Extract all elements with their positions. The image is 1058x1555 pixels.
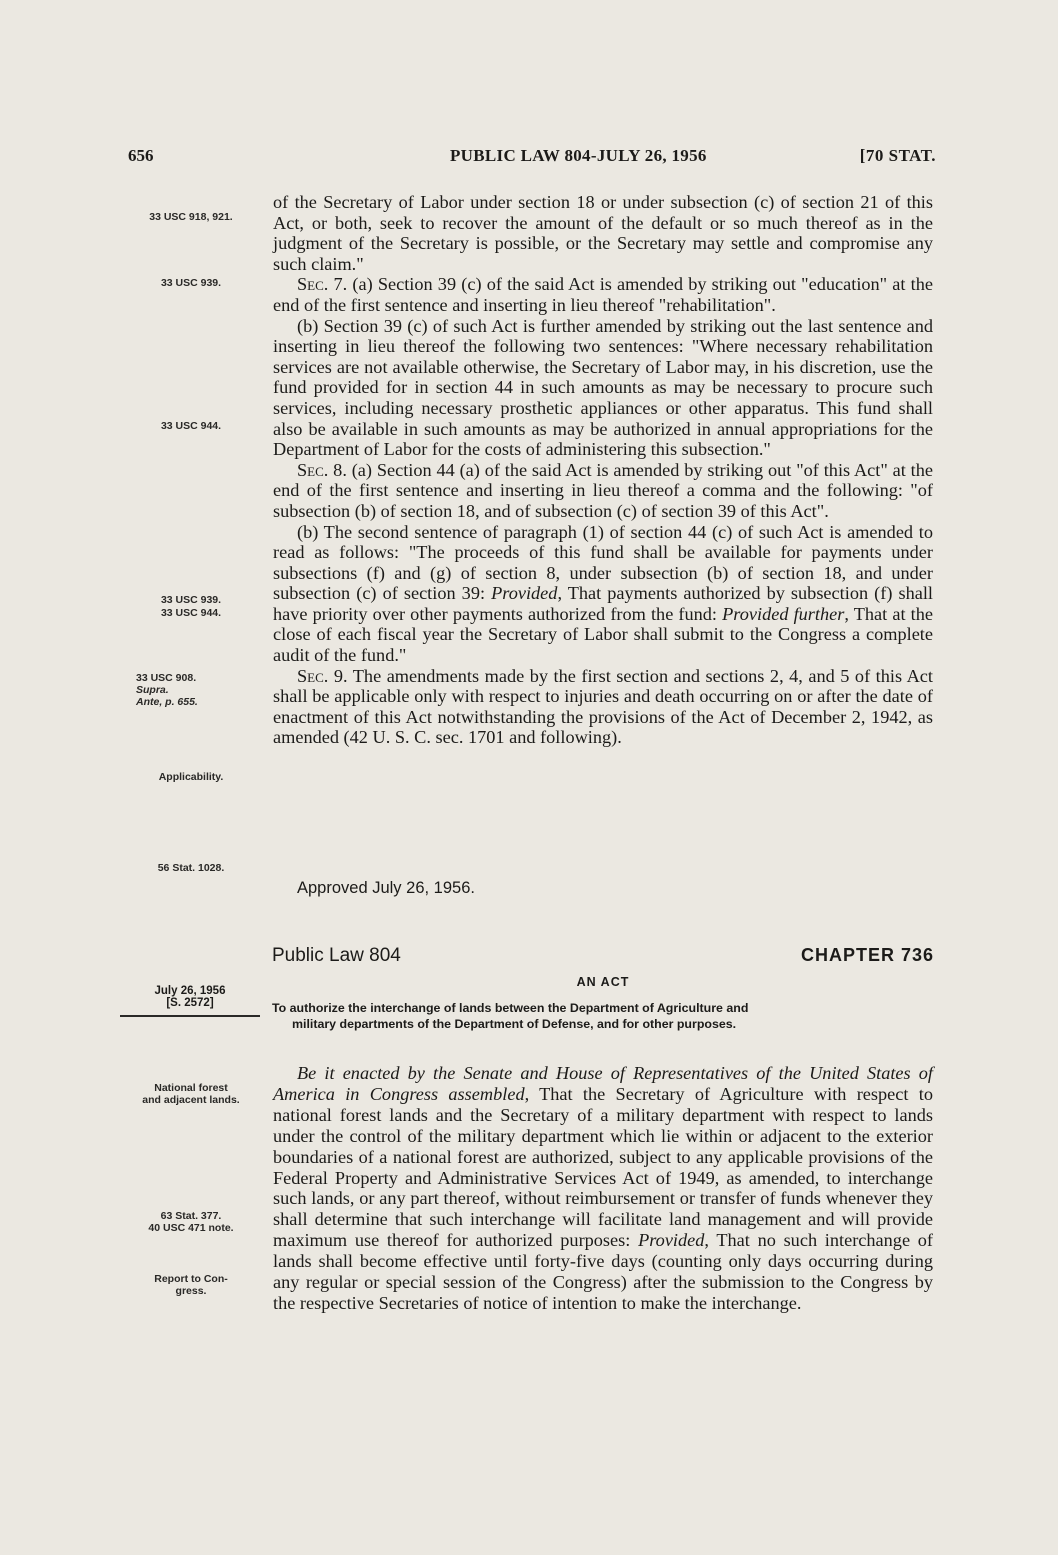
margin-note: National forest <box>154 1082 228 1094</box>
margin-note: 33 USC 939. <box>160 277 222 289</box>
enacting-formula: Be it enacted by the Senate and House of Representatives of the United States of America in Congress assembled <box>273 1063 933 1104</box>
margin-note-group <box>136 672 288 708</box>
section-text: (a) Section 44 (a) of the said Act is amended by striking out "of this Act" at the end of the first sentence and inserting in lieu thereof a comma and the following: "of subsection (b) of section 18, and of subsection (c) of section 39 of this Act". <box>273 459 933 521</box>
law-heading <box>272 945 934 971</box>
section-8a <box>273 460 933 522</box>
main-text <box>273 192 933 748</box>
section-text: The amendments made by the first section and sections 2, 4, and 5 of this Act shall be applicable only with respect to injuries and death occurring on or after the date of enactment of this Act notwithstanding the provisions of the Act of December 2, 1942, as amended (42 U. S. C. sec. 1701 and following). <box>273 665 933 748</box>
enactment-date-note <box>120 985 260 1009</box>
margin-note <box>136 696 288 708</box>
margin-note: 33 USC 939. <box>160 594 222 606</box>
section-label: Sec. 7. <box>297 274 348 295</box>
date-rule <box>120 1015 260 1017</box>
section-label: Sec. 9. <box>297 665 348 686</box>
approval-date: Approved July 26, 1956. <box>297 879 475 897</box>
margin-note: and adjacent lands. <box>142 1094 240 1106</box>
statute-volume: [70 STAT. <box>859 146 936 165</box>
purpose-line: To authorize the interchange of lands between the Department of Agriculture and <box>272 1001 749 1015</box>
act-purpose <box>272 1000 940 1032</box>
enacting-text: , That no such interchange of lands shall become effective until forty-five days (counting only days occurring during any regular or special session of the Congress) after the submission to the Congress by the respective Secretaries of notice of intention to make the interchange. <box>273 1230 933 1313</box>
an-act-heading: AN ACT <box>576 975 630 989</box>
chapter-number: CHAPTER 736 <box>800 945 934 965</box>
running-title: PUBLIC LAW 804-JULY 26, 1956 <box>450 146 707 165</box>
margin-note: Supra. <box>136 684 169 696</box>
margin-note: 63 Stat. 377. <box>160 1210 222 1222</box>
margin-note-group <box>115 1082 267 1106</box>
margin-note-group <box>115 1273 267 1297</box>
margin-note: 33 USC 944. <box>160 607 222 619</box>
margin-note: 33 USC 918, 921. <box>149 211 233 223</box>
margin-note-group <box>115 1210 267 1234</box>
section-7b: (b) Section 39 (c) of such Act is further amended by striking out the last sentence and inserting in lieu thereof the following two sentences: "Where necessary rehabilitation services are not available otherwise, the Secretary of Labor may, in his discretion, use the fund provided for in section 44 in such amounts as may be necessary to procure such services, including necessary prosthetic appliances or other apparatus. This fund shall also be available in such amounts as may be authorized in annual appropriations for the Department of Labor for the costs of administering this subsection." <box>273 315 933 460</box>
proviso: Provided <box>491 583 558 604</box>
section-text: (a) Section 39 (c) of the said Act is amended by striking out "education" at the end of the first sentence and inserting in lieu thereof "rehabilitation". <box>273 274 933 315</box>
margin-note: 33 USC 908. <box>136 672 197 684</box>
enacting-text: , That the Secretary of Agriculture with respect to national forest lands and the Secretary of a military department with respect to lands under the control of the military department which lie within or adjacent to the exterior boundaries of a national forest are authorized, subject to any applicable provisions of the Federal Property and Administrative Services Act of 1949, as amended, to interchange such lands, or any part thereof, without reimbursement or transfer of funds whenever they shall determine that such interchange will facilitate land management and will provide maximum use thereof for authorized purposes: <box>273 1083 933 1251</box>
margin-note: Report to Con- <box>154 1273 228 1285</box>
purpose-line: military departments of the Department of Defense, and for other purposes. <box>292 1017 737 1031</box>
public-law-number: Public Law 804 <box>272 945 401 966</box>
page-header <box>128 146 936 172</box>
proviso: Provided <box>638 1230 705 1251</box>
section-9 <box>273 666 933 748</box>
enactment-date: July 26, 1956 <box>154 985 226 997</box>
margin-note: Applicability. <box>158 771 224 783</box>
section-text: , That at the close of each fiscal year the Secretary of Labor shall submit to the Congress a complete audit of the fund." <box>273 603 933 666</box>
enacting-paragraph <box>273 1063 933 1314</box>
margin-note-text: Ante, p. 655. <box>136 696 198 708</box>
section-text: , That payments authorized by subsection (f) shall have priority over other payments authorized from the fund: <box>273 583 933 624</box>
bill-number: [S. 2572] <box>166 997 214 1009</box>
section-7a <box>273 274 933 315</box>
proviso: Provided further <box>722 603 845 624</box>
section-text: (b) The second sentence of paragraph (1) of section 44 (c) of such Act is amended to read as follows: "The proceeds of this fund shall be available for payments under subsections (f) and (g) of section 8, under subsection (b) of section 18, and under subsection (c) of section 39: <box>273 521 933 604</box>
paragraph-continuation: of the Secretary of Labor under section 18 or under subsection (c) of section 21 of this Act, or both, seek to recover the amount of the default or so much thereof as in the judgment of the Secretary is possible, or the Secretary may settle and compromise any such claim." <box>273 192 933 274</box>
section-8b <box>273 522 933 666</box>
page-number: 656 <box>128 146 154 165</box>
margin-note: 40 USC 471 note. <box>148 1222 234 1234</box>
section-label: Sec. 8. <box>297 459 347 480</box>
margin-note: gress. <box>175 1285 207 1297</box>
margin-note: 56 Stat. 1028. <box>157 862 225 874</box>
margin-note: 33 USC 944. <box>160 420 222 432</box>
enacting-clause <box>273 1063 933 1314</box>
